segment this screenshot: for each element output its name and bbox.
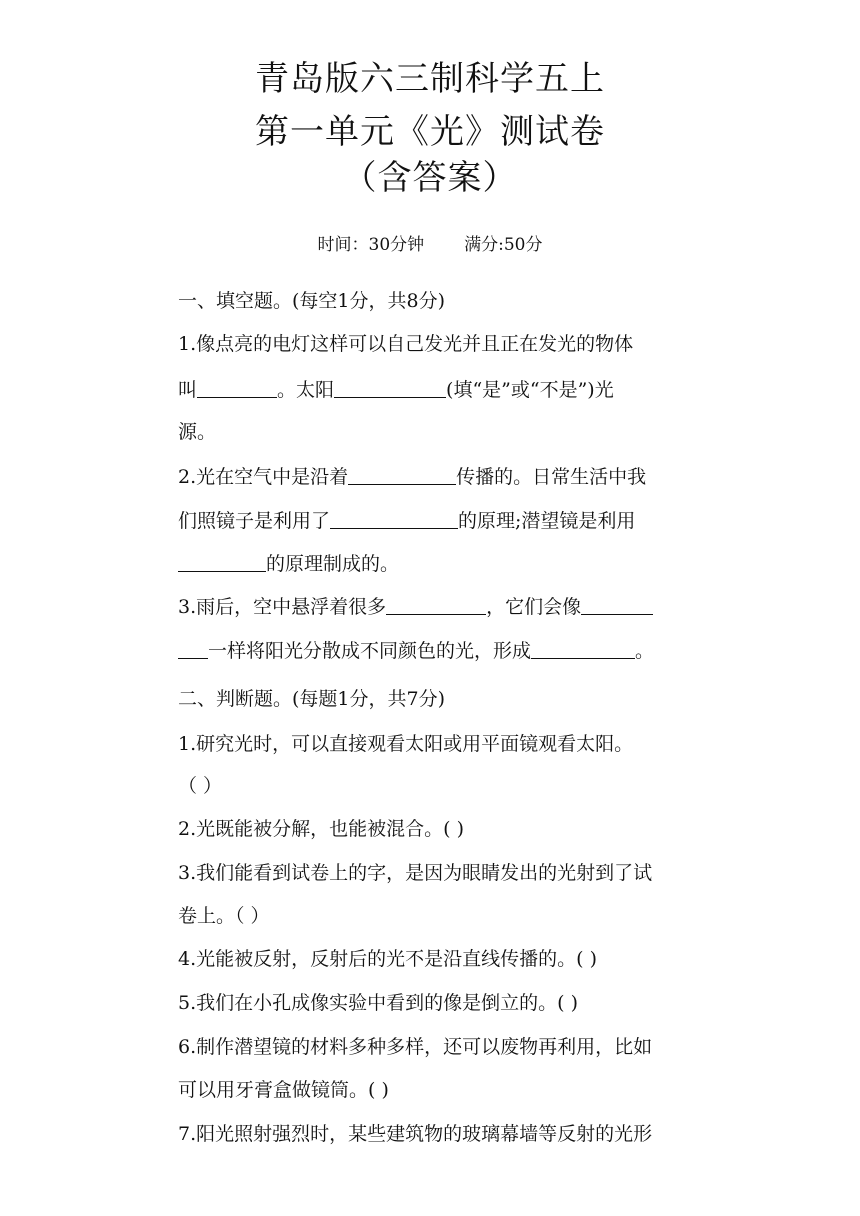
s2-q3-line-2: 卷上。（ ） xyxy=(178,905,270,927)
answer-blank[interactable] xyxy=(197,379,277,398)
s1-q2-line-2 xyxy=(178,510,688,531)
s1-q2-text-e: 的原理制成的。 xyxy=(266,553,400,575)
s1-q3-text-c: 一样将阳光分散成不同颜色的光，形成 xyxy=(208,640,532,662)
answer-blank[interactable] xyxy=(178,640,208,659)
s1-q1-line-1: 1.像点亮的电灯这样可以自己发光并且正在发光的物体 xyxy=(178,333,634,355)
s1-q1-text-d: (填“是”或“不是”)光 xyxy=(446,379,614,401)
s1-q3-text-d: 。 xyxy=(635,640,655,662)
exam-full-score: 满分:50分 xyxy=(464,235,543,255)
section-2-heading: 二、判断题。(每题1分，共7分) xyxy=(178,688,446,710)
s1-q3-text-a: 3.雨后，空中悬浮着很多 xyxy=(178,596,387,618)
s2-q7-line-1: 7.阳光照射强烈时，某些建筑物的玻璃幕墙等反射的光形 xyxy=(178,1123,653,1145)
s2-q5: 5.我们在小孔成像实验中看到的像是倒立的。( ) xyxy=(178,992,578,1014)
document-title-line-1: 青岛版六三制科学五上 xyxy=(255,59,605,99)
s1-q2-text-c: 们照镜子是利用了 xyxy=(178,510,331,532)
s2-q3-line-1: 3.我们能看到试卷上的字，是因为眼睛发出的光射到了试 xyxy=(178,862,653,884)
s1-q2-text-d: 的原理;潜望镜是利用 xyxy=(458,510,636,532)
s1-q2-text-b: 传播的。日常生活中我 xyxy=(456,466,647,488)
document-title-line-3: （含答案） xyxy=(342,158,518,198)
s2-q6-line-2: 可以用牙膏盒做镜筒。( ) xyxy=(178,1079,389,1101)
s1-q3-line-1 xyxy=(178,596,688,617)
answer-blank[interactable] xyxy=(178,553,266,572)
s1-q3-text-b: ，它们会像 xyxy=(486,596,582,618)
answer-blank[interactable] xyxy=(348,466,456,485)
s2-q6-line-1: 6.制作潜望镜的材料多种多样，还可以废物再利用，比如 xyxy=(178,1036,653,1058)
s1-q2-line-3 xyxy=(178,553,688,574)
answer-blank[interactable] xyxy=(531,640,635,659)
s2-q4: 4.光能被反射，反射后的光不是沿直线传播的。( ) xyxy=(178,948,597,970)
answer-blank[interactable] xyxy=(334,379,446,398)
answer-blank[interactable] xyxy=(330,510,458,529)
s1-q1-text-c: 。太阳 xyxy=(277,379,335,401)
s1-q2-line-1 xyxy=(178,466,688,487)
s1-q1-line-2 xyxy=(178,379,688,400)
answer-blank[interactable] xyxy=(581,596,653,615)
s1-q1-text-b: 叫 xyxy=(178,379,198,401)
exam-meta xyxy=(0,230,860,255)
s2-q2: 2.光既能被分解，也能被混合。( ) xyxy=(178,818,464,840)
answer-blank[interactable] xyxy=(386,596,486,615)
s2-q1-line-1: 1.研究光时，可以直接观看太阳或用平面镜观看太阳。 xyxy=(178,733,634,755)
s2-q1-line-2: （ ） xyxy=(178,775,223,797)
section-1-heading: 一、填空题。(每空1分，共8分) xyxy=(178,290,446,312)
document-title-line-2: 第一单元《光》测试卷 xyxy=(255,112,605,152)
s1-q1-line-3: 源。 xyxy=(178,421,217,443)
s1-q2-text-a: 2.光在空气中是沿着 xyxy=(178,466,349,488)
s1-q3-line-2 xyxy=(178,640,688,661)
exam-time: 时间：30分钟 xyxy=(317,235,425,255)
